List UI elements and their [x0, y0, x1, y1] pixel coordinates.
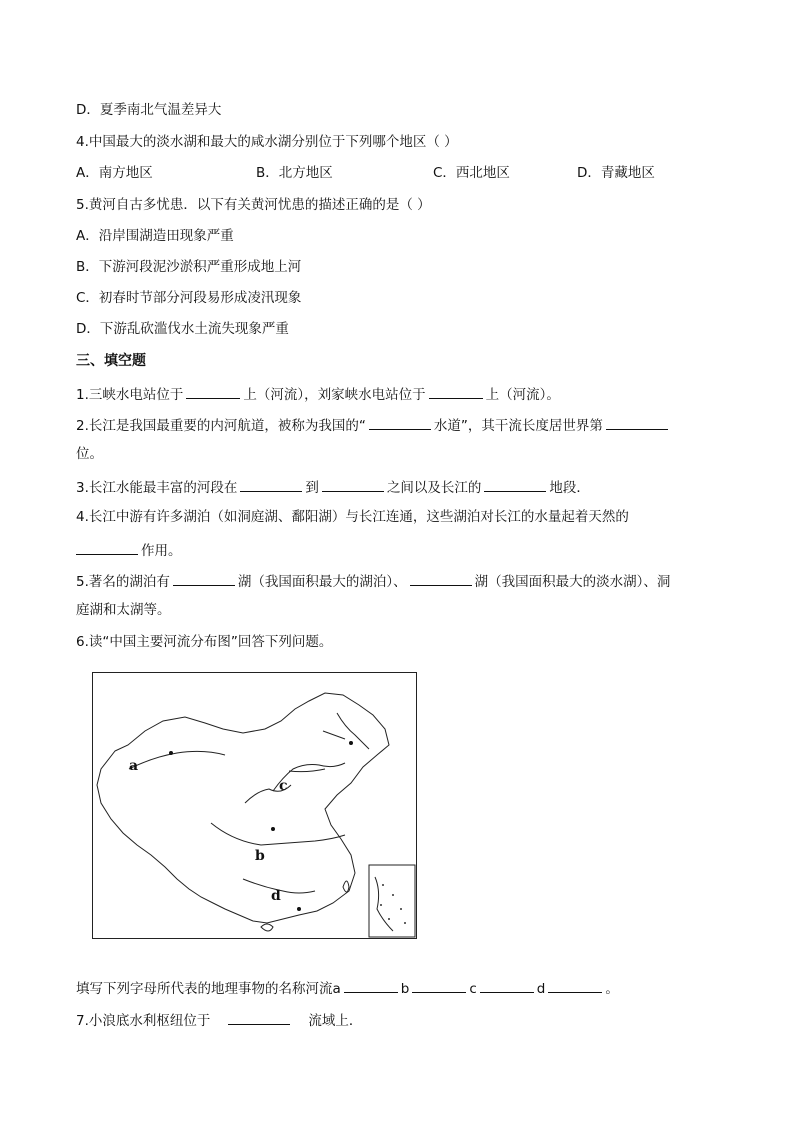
q4-option-a: A．南方地区: [76, 165, 153, 181]
fill-q6-stem: 6.读“中国主要河流分布图”回答下列问题。: [76, 634, 333, 650]
section-title: 三、填空题: [76, 353, 146, 369]
answer-blank[interactable]: [412, 980, 466, 993]
q4-stem: 4.中国最大的淡水湖和最大的咸水湖分别位于下列哪个地区（ ）: [76, 134, 458, 150]
answer-blank[interactable]: [484, 479, 546, 492]
fill-q3: 3.长江水能最丰富的河段在 到 之间以及长江的 地段．: [76, 480, 590, 496]
answer-blank[interactable]: [76, 542, 138, 555]
answer-blank[interactable]: [322, 479, 384, 492]
q5-stem: 5.黄河自古多忧患．以下有关黄河忧患的描述正确的是（ ）: [76, 197, 431, 213]
fill-q5: 5.著名的湖泊有 湖（我国面积最大的湖泊）、 湖（我国面积最大的淡水湖）、洞: [76, 574, 671, 590]
answer-blank[interactable]: [429, 386, 483, 399]
answer-blank[interactable]: [606, 417, 668, 430]
fill-q1: 1.三峡水电站位于 上（河流），刘家峡水电站位于 上（河流）。: [76, 387, 560, 403]
q5-option-d: D．下游乱砍滥伐水土流失现象严重: [76, 321, 289, 337]
answer-blank[interactable]: [369, 417, 431, 430]
china-outline-drawing: [93, 673, 416, 938]
q-prev-option-d: D．夏季南北气温差异大: [76, 102, 222, 118]
q5-option-b: B．下游河段泥沙淤积严重形成地上河: [76, 259, 302, 275]
answer-blank[interactable]: [344, 980, 398, 993]
fill-q7: 7.小浪底水利枢纽位于 流域上．: [76, 1013, 363, 1029]
map-label-a: a: [129, 758, 139, 774]
china-rivers-map: [92, 672, 417, 939]
answer-blank[interactable]: [173, 573, 235, 586]
fill-q4-cont: 作用。: [76, 542, 182, 559]
q5-option-a: A．沿岸围湖造田现象严重: [76, 228, 234, 244]
fill-q6-answer: 填写下列字母所代表的地理事物的名称河流a b c d 。: [76, 981, 619, 997]
answer-blank[interactable]: [480, 980, 534, 993]
map-label-b: b: [255, 848, 265, 864]
map-label-d: d: [271, 888, 281, 904]
answer-blank[interactable]: [240, 479, 302, 492]
q4-option-b: B．北方地区: [256, 165, 333, 181]
answer-blank[interactable]: [186, 386, 240, 399]
answer-blank[interactable]: [548, 980, 602, 993]
fill-q2: 2.长江是我国最重要的内河航道，被称为我国的“ 水道”，其干流长度居世界第: [76, 417, 671, 434]
fill-q5-cont: 庭湖和太湖等。: [76, 602, 171, 618]
answer-blank[interactable]: [228, 1012, 290, 1025]
map-label-c: c: [279, 778, 288, 794]
fill-q2-cont: 位。: [76, 446, 103, 462]
answer-blank[interactable]: [410, 573, 472, 586]
q4-option-c: C．西北地区: [433, 165, 510, 181]
fill-q4: 4.长江中游有许多湖泊（如洞庭湖、鄱阳湖）与长江连通，这些湖泊对长江的水量起着天然的: [76, 509, 629, 525]
q5-option-c: C．初春时节部分河段易形成凌汛现象: [76, 290, 302, 306]
q4-option-d: D．青藏地区: [577, 165, 655, 181]
